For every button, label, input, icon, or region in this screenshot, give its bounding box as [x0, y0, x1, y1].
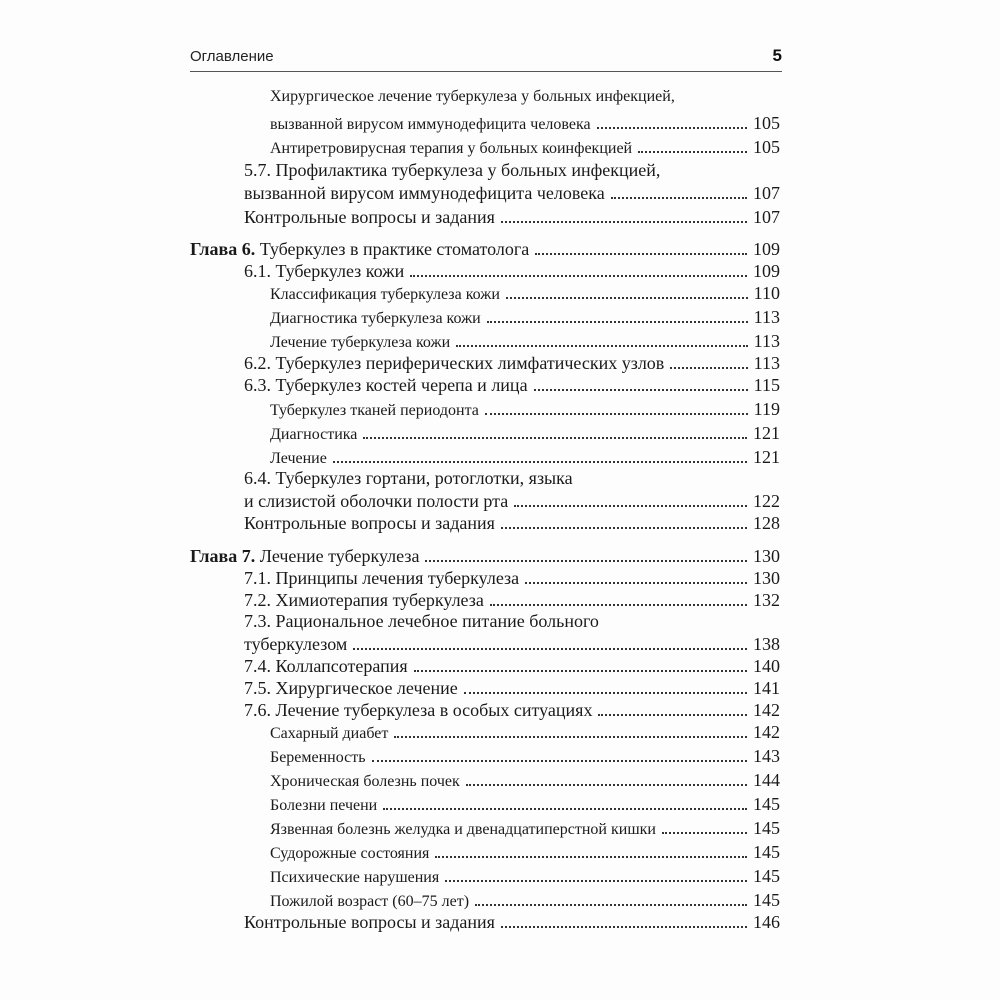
chapter-label: Глава 7.: [190, 546, 256, 566]
toc-entry-line: [244, 352, 780, 374]
toc-entry-line: [244, 699, 780, 721]
toc-page-number: 121: [753, 447, 780, 467]
toc-page-number: 119: [753, 399, 780, 419]
toc-entry-title: 7.6. Лечение туберкулеза в особых ситуациях: [244, 700, 593, 720]
dot-leader: [466, 783, 747, 786]
toc-page-number: 144: [753, 770, 780, 790]
dot-leader: [638, 150, 747, 153]
toc-entry-title: 6.4. Туберкулез гортани, ротоглотки, языка: [244, 468, 573, 488]
toc-entry-line: [244, 589, 780, 611]
dot-leader: [435, 855, 747, 858]
toc-entry-title: Диагностика туберкулеза кожи: [270, 310, 481, 327]
toc-entry-line: [270, 889, 780, 911]
toc-entry-line: [244, 512, 780, 534]
toc-page-number: 132: [753, 590, 780, 610]
dot-leader: [464, 691, 747, 694]
toc-page-number: 115: [753, 375, 780, 395]
dot-leader: [485, 412, 748, 415]
toc-entry-title: Контрольные вопросы и задания: [244, 207, 495, 227]
running-head-title: Оглавление: [190, 48, 274, 65]
toc-page-number: 113: [753, 353, 780, 373]
dot-leader: [597, 126, 747, 129]
toc-entry-title: Язвенная болезнь желудка и двенадцатиперстной кишки: [270, 821, 656, 838]
dot-leader: [501, 220, 747, 223]
toc-entry-title: 7.1. Принципы лечения туберкулеза: [244, 568, 520, 588]
toc-entry-title: 6.3. Туберкулез костей черепа и лица: [244, 375, 528, 395]
toc-entry-line: [190, 238, 780, 260]
toc-page-number: 105: [753, 113, 780, 133]
toc-entry-title: вызванной вирусом иммунодефицита человека: [270, 116, 591, 133]
toc-entry-line: [244, 160, 780, 182]
toc-entry-line: [270, 88, 780, 110]
toc-entry-line: [270, 306, 780, 328]
running-head-page-number: 5: [772, 46, 782, 65]
dot-leader: [353, 647, 747, 650]
toc-entry-title: Сахарный диабет: [270, 725, 389, 742]
dot-leader: [394, 735, 747, 738]
toc-entry-title: Туберкулез тканей периодонта: [270, 402, 479, 419]
toc-page-number: 142: [753, 722, 780, 742]
toc-entry-title: Классификация туберкулеза кожи: [270, 286, 500, 303]
dot-leader: [662, 831, 747, 834]
toc-page-number: 145: [753, 818, 780, 838]
dot-leader: [501, 925, 747, 928]
toc-page-number: 110: [753, 283, 780, 303]
toc-page-number: 107: [753, 207, 780, 227]
toc-page-number: 122: [753, 491, 780, 511]
dot-leader: [410, 274, 747, 277]
toc-entry-title: Хирургическое лечение туберкулеза у больных инфекцией,: [270, 88, 675, 105]
toc-page-number: 145: [753, 794, 780, 814]
toc-entry-title: 6.2. Туберкулез периферических лимфатических узлов: [244, 353, 665, 373]
dot-leader: [414, 669, 747, 672]
toc-entry-line: [244, 677, 780, 699]
toc-entry-title: Контрольные вопросы и задания: [244, 912, 495, 932]
toc-entry-title: Антиретровирусная терапия у больных коинфекцией: [270, 140, 633, 157]
toc-page-number: 143: [753, 746, 780, 766]
toc-entry-title: Беременность: [270, 749, 366, 766]
toc-page-number: 109: [753, 239, 780, 259]
toc-page-number: 145: [753, 866, 780, 886]
toc-entry-title: 5.7. Профилактика туберкулеза у больных инфекцией,: [244, 160, 661, 180]
dot-leader: [456, 344, 748, 347]
toc-page-number: 140: [753, 656, 780, 676]
toc-entry-line: [244, 206, 780, 228]
toc-entry-line: [270, 446, 780, 468]
toc-page-number: 113: [753, 331, 780, 351]
toc-page-number: 105: [753, 137, 780, 157]
toc-entry-line: [244, 490, 780, 512]
dot-leader: [487, 320, 748, 323]
toc-page-number: 142: [753, 700, 780, 720]
dot-leader: [445, 879, 747, 882]
toc-entry-line: [270, 865, 780, 887]
toc-entry-line: [270, 817, 780, 839]
toc-page-number: 130: [753, 568, 780, 588]
toc-page-number: 109: [753, 261, 780, 281]
toc-entry-title: 7.2. Химиотерапия туберкулеза: [244, 590, 484, 610]
toc-entry-title: 7.5. Хирургическое лечение: [244, 678, 458, 698]
dot-leader: [372, 759, 747, 762]
chapter-label: Глава 6.: [190, 239, 256, 259]
toc-entry-line: [270, 745, 780, 767]
toc-page-number: 128: [753, 513, 780, 533]
dot-leader: [490, 603, 747, 606]
dot-leader: [383, 807, 747, 810]
toc-entry-line: [190, 545, 780, 567]
toc-entry-line: [244, 633, 780, 655]
toc-entry-line: [270, 282, 780, 304]
toc-entry-line: [270, 422, 780, 444]
dot-leader: [534, 388, 748, 391]
dot-leader: [611, 196, 747, 199]
toc-entry-line: [244, 611, 780, 633]
toc-entry-title: 6.1. Туберкулез кожи: [244, 261, 405, 281]
toc-entry-line: [270, 793, 780, 815]
running-head: [190, 46, 782, 70]
dot-leader: [506, 296, 748, 299]
toc-entry-line: [244, 374, 780, 396]
toc-entry-line: [244, 655, 780, 677]
toc-entry-title: Глава 7. Лечение туберкулеза: [190, 546, 420, 566]
toc-entry-line: [270, 398, 780, 420]
toc-page-number: 145: [753, 890, 780, 910]
toc-entry-title: Пожилой возраст (60–75 лет): [270, 893, 470, 910]
toc-entry-line: [270, 330, 780, 352]
toc-entry-title: Диагностика: [270, 426, 358, 443]
dot-leader: [514, 504, 747, 507]
toc-entry-title: Болезни печени: [270, 797, 378, 814]
toc-entry-line: [270, 112, 780, 134]
dot-leader: [501, 526, 747, 529]
toc-page-number: 121: [753, 423, 780, 443]
toc-entry-line: [270, 841, 780, 863]
toc-page-number: 145: [753, 842, 780, 862]
toc-entry-title: Психические нарушения: [270, 869, 440, 886]
toc-entry-line: [270, 721, 780, 743]
toc-entry-title: Глава 6. Туберкулез в практике стоматолога: [190, 239, 530, 259]
toc-entry-title: туберкулезом: [244, 634, 348, 654]
dot-leader: [598, 713, 747, 716]
dot-leader: [535, 252, 747, 255]
toc-entry-title: Лечение туберкулеза кожи: [270, 334, 451, 351]
toc-entry-title: Контрольные вопросы и задания: [244, 513, 495, 533]
header-rule: [190, 71, 782, 72]
toc-page-number: 141: [753, 678, 780, 698]
toc-entry-line: [270, 136, 780, 158]
dot-leader: [363, 436, 747, 439]
toc-entry-line: [244, 567, 780, 589]
toc-entry-line: [244, 182, 780, 204]
toc-entry-title: 7.4. Коллапсотерапия: [244, 656, 408, 676]
dot-leader: [333, 460, 747, 463]
toc-entry-title: и слизистой оболочки полости рта: [244, 491, 509, 511]
toc-entry-title: Лечение: [270, 450, 327, 467]
toc-entry-title: 7.3. Рациональное лечебное питание больного: [244, 611, 599, 631]
toc-page-number: 130: [753, 546, 780, 566]
toc-entry-title: Судорожные состояния: [270, 845, 430, 862]
toc-entry-line: [244, 260, 780, 282]
toc-entry-line: [270, 769, 780, 791]
dot-leader: [475, 903, 747, 906]
toc-entry-line: [244, 911, 780, 933]
toc-page-number: 138: [753, 634, 780, 654]
toc-entry-line: [244, 468, 780, 490]
toc-page-number: 146: [753, 912, 780, 932]
toc-page-number: 113: [753, 307, 780, 327]
toc-entry-title: Хроническая болезнь почек: [270, 773, 460, 790]
dot-leader: [525, 581, 747, 584]
dot-leader: [670, 366, 747, 369]
dot-leader: [425, 559, 747, 562]
toc-page-number: 107: [753, 183, 780, 203]
toc-entry-title: вызванной вирусом иммунодефицита человека: [244, 183, 605, 203]
